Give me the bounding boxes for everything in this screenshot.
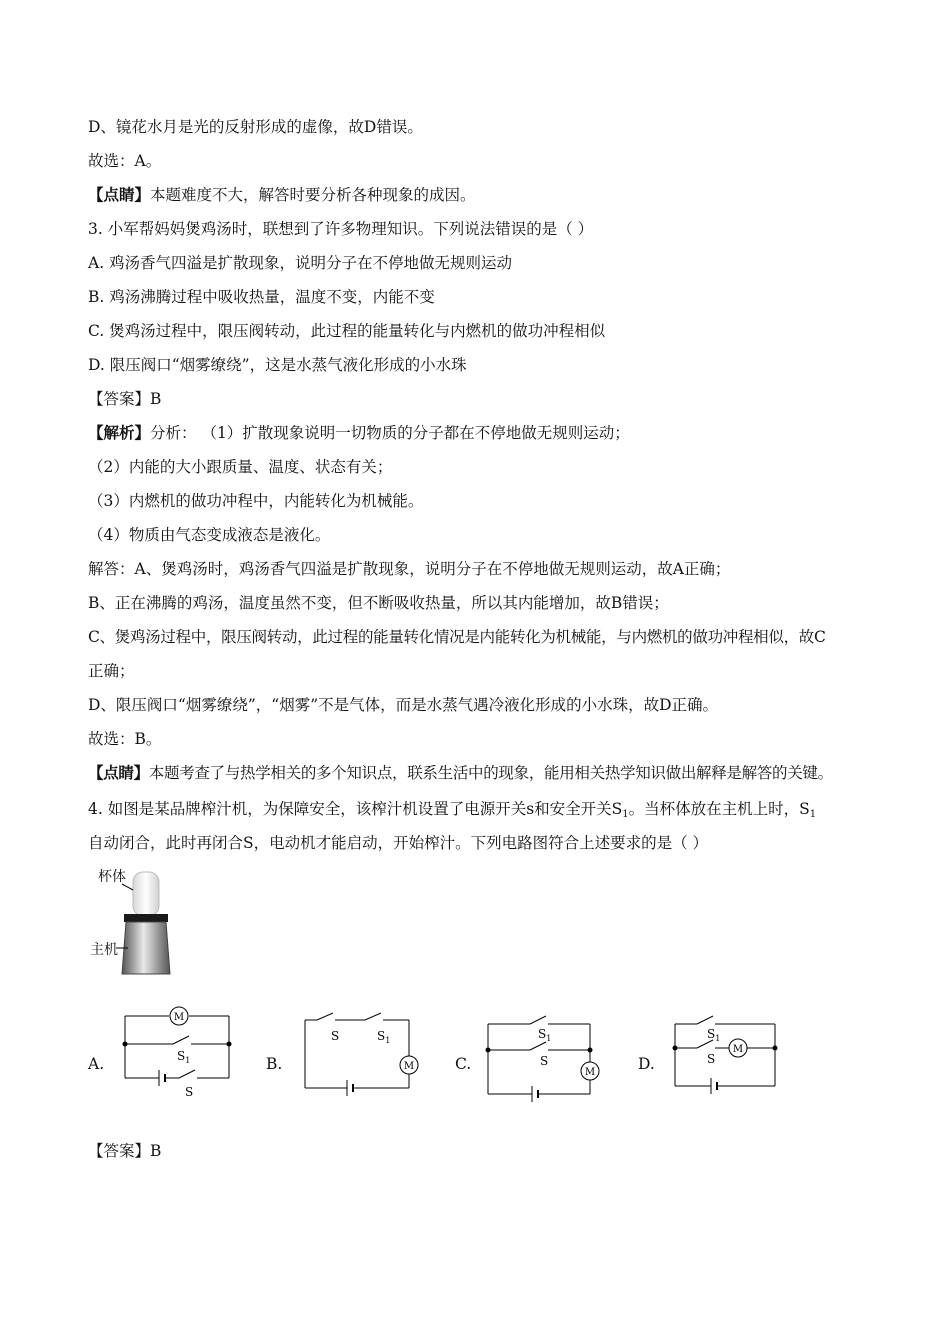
tag-dianjing: 【点睛】 [88,763,149,782]
tag-dianjing: 【点睛】 [88,185,151,204]
cup-body [133,872,159,916]
option-b-label: B. [266,1055,283,1073]
switch-blade [697,1016,713,1024]
switch-blade [179,1070,195,1078]
text-line: C、煲鸡汤过程中，限压阀转动，此过程的能量转化情况是内能转化为机械能，与内燃机的做功冲程相似，故C [88,628,826,646]
circuit-c [478,1014,603,1104]
junction-dot [673,1046,678,1051]
text-line: 解答：A、煲鸡汤时，鸡汤香气四溢是扩散现象，说明分子在不停地做无规则运动，故A正确； [88,560,731,578]
juicer-figure [88,862,198,987]
circuit-b [295,1010,420,1100]
text-line: D、限压阀口“烟雾缭绕”，“烟雾”不是气体，而是水蒸气遇冷液化形成的小水珠，故D正确。 [88,696,719,714]
subscript: 1 [385,1036,391,1045]
question-3-option-a: A. 鸡汤香气四溢是扩散现象，说明分子在不停地做无规则运动 [88,254,513,272]
text-line: 正确； [88,662,135,680]
base-lid [124,914,168,922]
text-line: D、镜花水月是光的反射形成的虚像，故D错误。 [88,118,423,136]
text-span: 本题考查了与热学相关的多个知识点，联系生活中的现象，能用相关热学知识做出解释是解答的关键。 [148,764,833,782]
switch-blade [530,1016,546,1024]
motor-letter: M [173,1012,185,1023]
option-c-label: C. [455,1055,472,1073]
switch-letter: S [377,1029,386,1043]
circuit-d [665,1014,790,1094]
switch-label [377,1029,390,1045]
tag-jiexi: 【解析】 [88,423,151,442]
question-3-option-b: B. 鸡汤沸腾过程中吸收热量，温度不变，内能不变 [88,288,435,306]
switch-label [177,1049,190,1065]
switch-letter: S [177,1049,186,1063]
text-span: 本题难度不大，解答时要分析各种现象的成因。 [150,186,476,204]
option-d-label: D. [638,1055,655,1073]
switch-blade [365,1013,381,1020]
subscript: 1 [185,1056,191,1065]
junction-dot [123,1042,128,1047]
motor-letter: M [732,1044,744,1055]
question-4-answer: 【答案】B [88,1142,162,1160]
subscript: 1 [809,809,817,820]
switch-label: S [185,1085,194,1099]
switch-blade [697,1040,713,1048]
motor-letter: M [403,1061,415,1072]
question-4-stem-cont: 自动闭合，此时再闭合S，电动机才能启动，开始榨汁。下列电路图符合上述要求的是（ ） [88,834,709,852]
text-span: 。当杯体放在主机上时，S [628,800,810,818]
circuit-a [115,1002,240,1102]
switch-letter: S [707,1027,716,1041]
question-3-option-c: C. 煲鸡汤过程中，限压阀转动，此过程的能量转化与内燃机的做功冲程相似 [88,322,606,340]
switch-letter: S [538,1027,547,1041]
question-3-stem: 3. 小军帮妈妈煲鸡汤时，联想到了许多物理知识。下列说法错误的是（ ） [88,220,594,238]
text-line: 故选：A。 [88,152,162,170]
question-3-analysis [88,423,630,443]
switch-label: S [331,1029,340,1043]
text-line [88,763,833,783]
question-4-stem [88,799,816,825]
junction-dot [486,1048,491,1053]
motor-letter: M [584,1067,596,1078]
switch-label [707,1027,720,1043]
text-line: （3）内燃机的做功冲程中，内能转化为机械能。 [88,492,424,510]
switch-label: S [707,1052,716,1066]
option-a-label: A. [88,1055,105,1073]
text-line: B、正在沸腾的鸡汤，温度虽然不变，但不断吸收热量，所以其内能增加，故B错误； [88,594,669,612]
question-3-option-d: D. 限压阀口“烟雾缭绕”，这是水蒸气液化形成的小水珠 [88,356,467,374]
cup-label: 杯体 [98,868,126,884]
switch-label [538,1027,551,1043]
switch-blade [173,1036,189,1044]
text-line [88,185,476,205]
question-3-answer: 【答案】B [88,390,162,408]
junction-dot [588,1048,593,1053]
subscript: 1 [715,1034,721,1043]
text-line: （2）内能的大小跟质量、温度、状态有关； [88,458,393,476]
junction-dot [227,1042,232,1047]
subscript: 1 [622,809,629,820]
base-label: 主机 [90,941,118,957]
text-span: 分析： （1）扩散现象说明一切物质的分子都在不停地做无规则运动； [150,424,630,442]
switch-label: S [540,1054,549,1068]
text-span: 4. 如图是某品牌榨汁机，为保障安全，该榨汁机设置了电源开关s和安全开关S [88,800,623,818]
switch-blade [530,1042,546,1050]
subscript: 1 [546,1034,552,1043]
base-body [122,922,170,974]
text-line: 故选：B。 [88,730,162,748]
switch-blade [317,1013,333,1020]
text-line: （4）物质由气态变成液态是液化。 [88,526,331,544]
junction-dot [773,1046,778,1051]
